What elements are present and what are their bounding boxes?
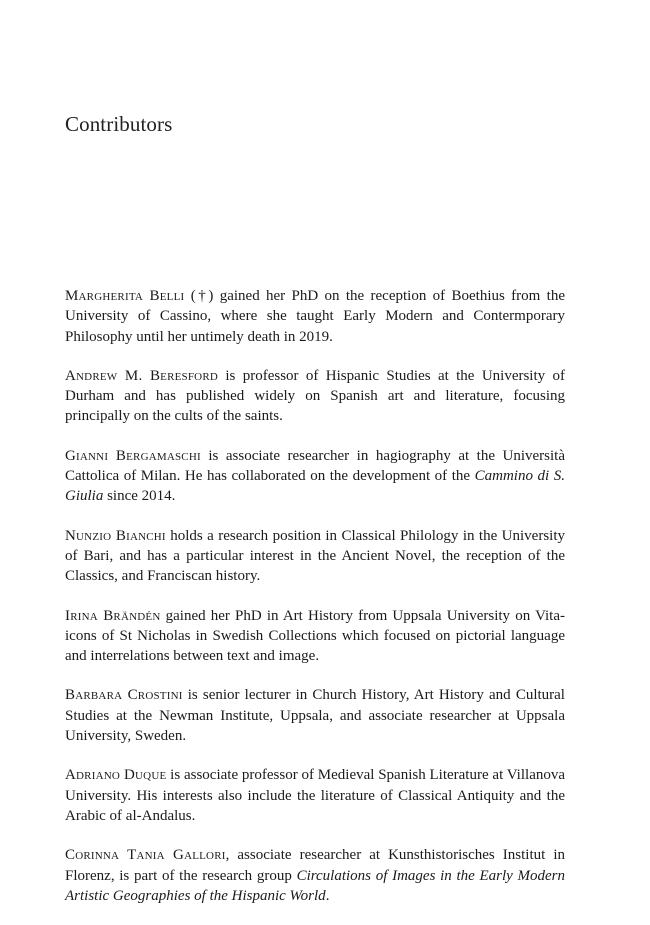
contributor-entry bbox=[65, 366, 565, 427]
contributor-entry bbox=[65, 685, 565, 746]
contributor-name: Nunzio Bianchi bbox=[65, 527, 166, 544]
contributor-bio: holds a research position in Classical Philology in the University of Bari, and has a particular interest in the Ancient Novel, the reception of the Classics, and Franciscan history. bbox=[65, 527, 565, 585]
contributor-entry bbox=[65, 845, 565, 906]
contributor-bio: gained her PhD in Art History from Uppsala University on Vita-icons of St Nicholas in Swedish Collections which focused on pictorial language and interrelations between text and image. bbox=[65, 607, 565, 665]
contributor-name: Gianni Bergamaschi bbox=[65, 447, 201, 464]
contributor-bio: is professor of Hispanic Studies at the University of Durham and has published widely on Spanish art and literature, focusing principally on the cults of the saints. bbox=[65, 367, 565, 425]
contributor-bio: is associate researcher in hagiography at the Università Cattolica of Milan. He has collaborated on the development of the bbox=[65, 447, 565, 485]
contributor-name: Adriano Duque bbox=[65, 767, 167, 784]
contributor-entry bbox=[65, 286, 565, 347]
contributor-bio: . bbox=[325, 887, 330, 904]
contributor-bio: , associate researcher at Kunsthistorisches Institut in Florenz, is part of the research group bbox=[65, 847, 565, 884]
contributor-bio: (†) gained her PhD on the reception of Boethius from the University of Cassino, where she taught Early Modern and Contermporary Philosophy until her untimely death in 2019. bbox=[65, 288, 565, 345]
contributors-list bbox=[65, 286, 565, 925]
contributor-entry bbox=[65, 765, 565, 826]
contributor-entry bbox=[65, 446, 565, 507]
contributor-entry bbox=[65, 526, 565, 587]
contributor-entry bbox=[65, 606, 565, 667]
contributor-name: Margherita Belli bbox=[65, 288, 185, 304]
contributor-name: Barbara Crostini bbox=[65, 687, 183, 704]
contributor-bio: since 2014. bbox=[103, 488, 176, 505]
contributor-bio: is associate professor of Medieval Spanish Literature at Villanova University. His interests also include the literature of Classical Antiquity and the Arabic of al-Andalus. bbox=[65, 767, 566, 824]
contributor-bio-italic: Circulations of Images in the Early Modern Artistic Geographies of the Hispanic World bbox=[65, 867, 566, 904]
page-title: Contributors bbox=[65, 112, 173, 136]
contributor-name: Corinna Tania Gallori bbox=[65, 847, 226, 864]
contributor-name: Irina Brändén bbox=[65, 607, 161, 624]
contributor-bio-italic: Cammino di S. Giulia bbox=[65, 468, 565, 505]
contributor-name: Andrew M. Beresford bbox=[65, 367, 218, 384]
contributor-bio: is senior lecturer in Church History, Art History and Cultural Studies at the Newman Institute, Uppsala, and associate researcher at Uppsala University, Sweden. bbox=[65, 687, 565, 745]
